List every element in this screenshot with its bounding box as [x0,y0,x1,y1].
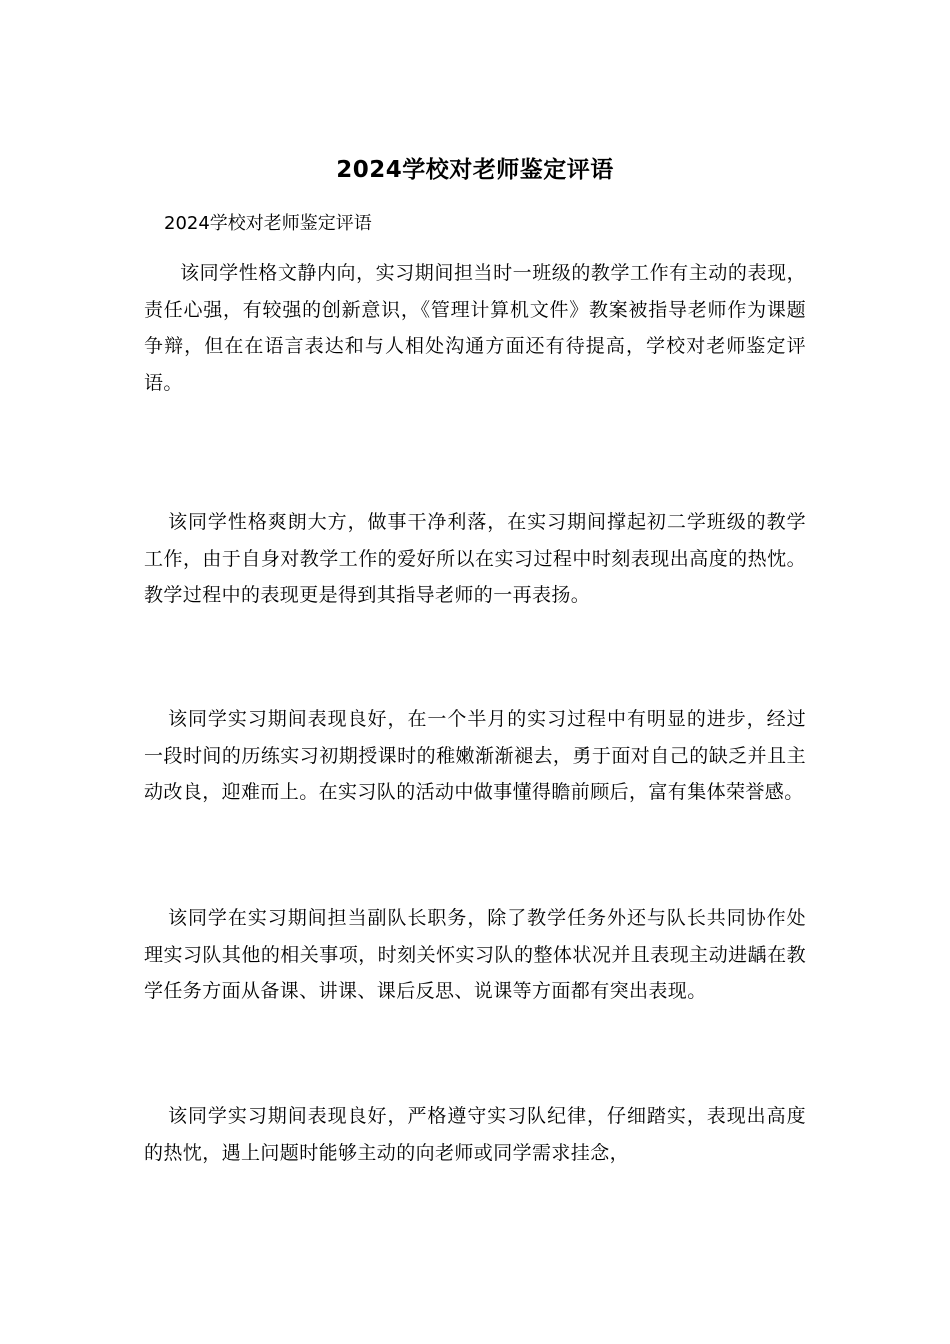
paragraph-1: 该同学性格文静内向，实习期间担当时一班级的教学工作有主动的表现，责任心强，有较强的创新意识，《管理计算机文件》教案被指导老师作为课题争辩，但在在语言表达和与人相处沟通方面还有待提高，学校对老师鉴定评语。 [144,262,806,394]
document-subtitle: 2024学校对老师鉴定评语 [164,213,372,234]
paragraph-4: 该同学在实习期间担当副队长职务，除了教学任务外还与队长共同协作处理实习队其他的相关事项，时刻关怀实习队的整体状况并且表现主动进龋在教学任务方面从备课、讲课、课后反思、说课等方面都有突出表现。 [144,907,806,1003]
paragraph-2: 该同学性格爽朗大方，做事干净利落，在实习期间撑起初二学班级的教学工作，由于自身对教学工作的爱好所以在实习过程中时刻表现出高度的热忱。教学过程中的表现更是得到其指导老师的一再表扬。 [144,511,806,607]
paragraph-3: 该同学实习期间表现良好，在一个半月的实习过程中有明显的进步，经过一段时间的历练实习初期授课时的稚嫩渐渐褪去，勇于面对自己的缺乏并且主动改良，迎难而上。在实习队的活动中做事懂得瞻前顾后，富有集体荣誉感。 [144,708,806,804]
paragraph-5: 该同学实习期间表现良好，严格遵守实习队纪律，仔细踏实，表现出高度的热忱，遇上问题时能够主动的向老师或同学需求挂念， [144,1105,806,1164]
document-title: 2024学校对老师鉴定评语 [336,157,614,183]
